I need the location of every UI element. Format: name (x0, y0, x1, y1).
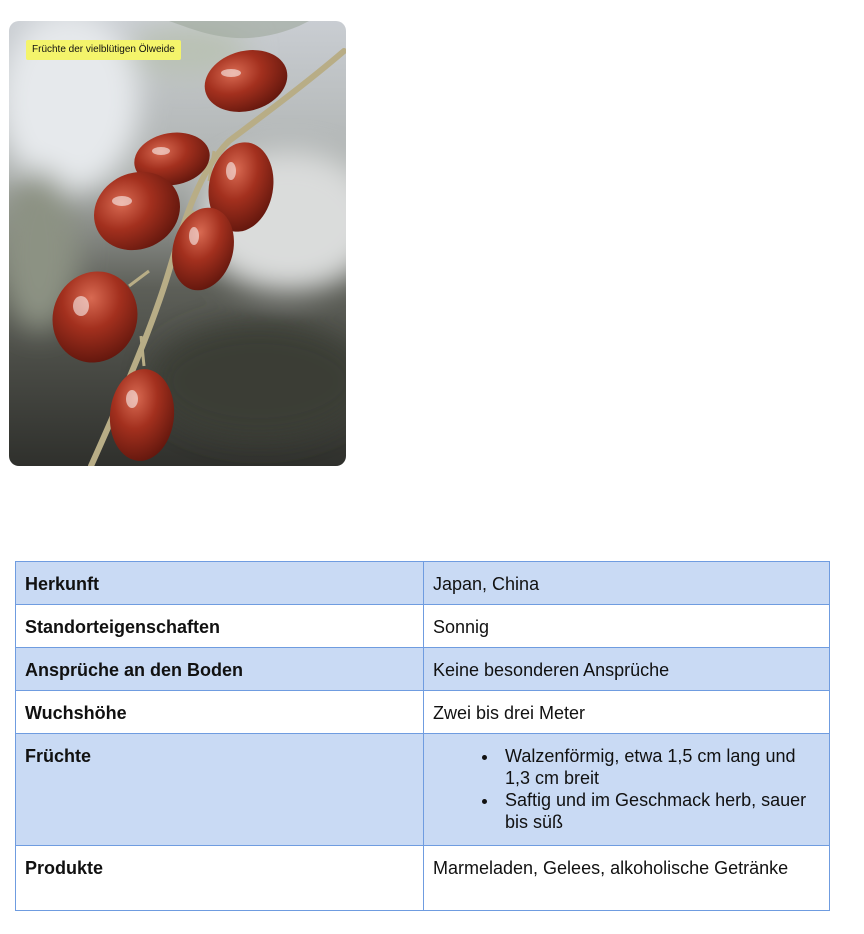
row-key: Ansprüche an den Boden (16, 648, 424, 691)
list-item: • Saftig und im Geschmack herb, sauer bis süß (499, 789, 820, 833)
oelweide-fruit-image (9, 21, 346, 466)
row-key: Wuchshöhe (16, 691, 424, 734)
row-value: Japan, China (424, 562, 830, 605)
table-row (16, 691, 830, 734)
row-key: Früchte (16, 734, 424, 846)
row-value: Zwei bis drei Meter (424, 691, 830, 734)
table-row (16, 648, 830, 691)
plant-info-table (15, 561, 830, 911)
fruit-photo (9, 21, 346, 466)
row-value (424, 734, 830, 846)
row-value: Sonnig (424, 605, 830, 648)
list-item: • Walzenförmig, etwa 1,5 cm lang und 1,3 cm breit (499, 745, 820, 789)
table-row (16, 734, 830, 846)
table-row (16, 605, 830, 648)
row-value: Marmeladen, Gelees, alkoholische Getränke (424, 846, 830, 911)
fruit-bullet-list (433, 745, 820, 833)
photo-caption: Früchte der vielblütigen Ölweide (26, 40, 181, 60)
row-value: Keine besonderen Ansprüche (424, 648, 830, 691)
row-key: Standorteigenschaften (16, 605, 424, 648)
table-row (16, 562, 830, 605)
table-row (16, 846, 830, 911)
row-key: Herkunft (16, 562, 424, 605)
row-key: Produkte (16, 846, 424, 911)
